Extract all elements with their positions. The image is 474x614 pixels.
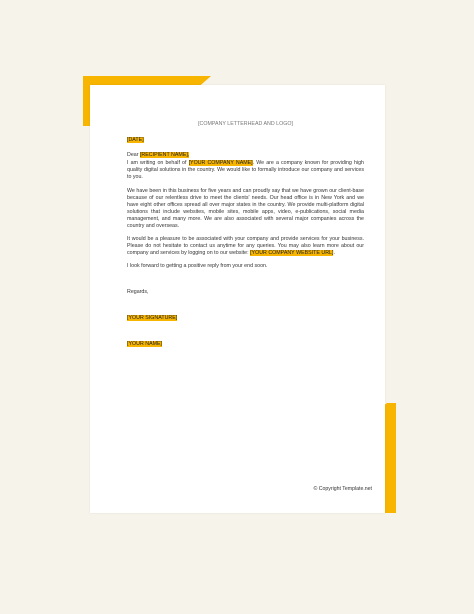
signature-placeholder: [YOUR SIGNATURE] [127,314,178,321]
company-name-placeholder: [YOUR COMPANY NAME] [188,160,253,167]
paragraph-introduction [127,160,364,181]
date-line [127,137,364,144]
recipient-name-placeholder: [RECIPIENT NAME], [139,152,190,159]
paragraph-background: We have been in this business for five years and can proudly say that we have grown our client-base because of our relentless drive to meet the clients' needs. Our head office is in New York and we have eight other offices spread all over major states in the country. We provide multi-platform digital solutions that include websites, mobile sites, mobile apps, video, e-publications, social media management, and many more. We are also associated with several major companies across the country and overseas. [127,187,364,230]
letter-page [90,85,385,513]
name-placeholder: [YOUR NAME] [127,340,163,347]
date-placeholder: [DATE] [127,137,144,144]
letter-template-preview [83,76,396,513]
paragraph-3-text-start: It would be a pleasure to be associated with your company and provide services for your business. Please do not hesitate to contact us anytime for any queries. You may also learn more about our company and services by logging on to our website: [127,236,364,257]
company-website-placeholder: [YOUR COMPANY WEBSITE URL] [250,250,334,257]
paragraph-invitation [127,236,364,257]
signature-line [127,315,364,322]
paragraph-1-text-start: I am writing on behalf of [127,160,189,167]
name-line [127,341,364,348]
copyright-notice: © Copyright Template.net [313,486,372,492]
letterhead-placeholder: [COMPANY LETTERHEAD AND LOGO] [198,121,293,127]
letter-body [127,121,364,348]
salutation-prefix: Dear [127,152,140,159]
paragraph-closing-remark: I look forward to getting a positive reply from your end soon. [127,263,268,270]
closing-regards: Regards, [127,288,149,295]
paragraph-1-text-end: . We are a company known for providing high quality digital solutions in the country. We would like to formally introduce our company and services to you. [127,160,364,181]
paragraph-3-text-end: . [333,250,335,257]
salutation [127,152,364,159]
